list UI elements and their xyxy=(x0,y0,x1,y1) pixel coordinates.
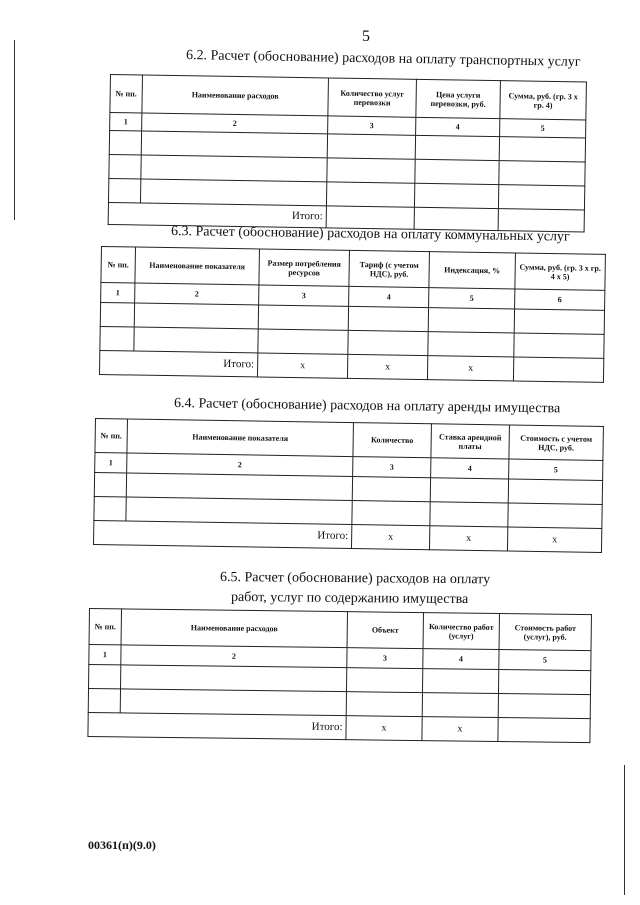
table-cell[interactable] xyxy=(352,501,430,526)
header-cell: Ставка арендной платы xyxy=(431,424,510,459)
column-number: 5 xyxy=(499,650,591,671)
section-6-4-title: 6.4. Расчет (обоснование) расходов на оплату аренды имущества xyxy=(173,396,561,417)
table-cell[interactable] xyxy=(89,665,121,689)
header-cell: Цена услуги перевозки, руб. xyxy=(416,79,501,118)
table-cell[interactable] xyxy=(430,502,508,527)
section-6-2-title: 6.2. Расчет (обоснование) расходов на оплату транспортных услуг xyxy=(185,48,581,70)
header-row xyxy=(89,609,591,651)
table-cell[interactable] xyxy=(258,305,348,330)
table-cell[interactable] xyxy=(88,689,120,713)
header-cell: Стоимость с учетом НДС, руб. xyxy=(509,425,604,460)
table-cell[interactable] xyxy=(352,477,430,502)
property-rent-table xyxy=(93,418,604,553)
column-number: 4 xyxy=(423,649,499,670)
column-number: 1 xyxy=(95,453,127,474)
column-number: 3 xyxy=(328,116,416,135)
table-cell[interactable] xyxy=(134,303,258,329)
table-cell[interactable] xyxy=(126,497,352,525)
column-number: 4 xyxy=(431,458,509,479)
column-number: 6 xyxy=(515,289,605,310)
header-cell: № пп. xyxy=(95,419,128,453)
column-number: 2 xyxy=(135,283,259,305)
table-cell[interactable] xyxy=(346,692,422,717)
header-cell: Сумма, руб. (гр. 3 x гр. 4) xyxy=(500,81,587,120)
total-row xyxy=(88,712,590,742)
table-cell[interactable] xyxy=(327,158,415,183)
column-number: 4 xyxy=(416,117,500,136)
table-cell[interactable] xyxy=(428,332,514,357)
table-cell[interactable] xyxy=(141,155,327,182)
x-mark: x xyxy=(427,356,513,381)
table-cell[interactable] xyxy=(109,154,141,178)
table-cell[interactable] xyxy=(508,479,602,504)
total-label: Итого: xyxy=(94,520,352,548)
property-maintenance-table xyxy=(87,608,592,743)
table-cell[interactable] xyxy=(126,473,352,501)
column-number: 5 xyxy=(429,288,515,309)
table-cell[interactable] xyxy=(415,159,499,184)
x-mark: x xyxy=(351,525,429,550)
column-number: 3 xyxy=(347,648,423,669)
header-cell: Наименование расходов xyxy=(142,75,329,116)
table-cell[interactable] xyxy=(140,179,326,206)
header-cell: Объект xyxy=(347,612,423,649)
column-number: 2 xyxy=(127,453,353,477)
header-cell: Тариф (с учетом НДС), руб. xyxy=(349,250,430,287)
table-cell[interactable] xyxy=(346,668,422,693)
column-number: 1 xyxy=(110,113,142,132)
table-cell[interactable] xyxy=(414,183,498,208)
header-cell: Количество xyxy=(353,423,432,458)
table-cell[interactable] xyxy=(513,357,603,382)
table-cell[interactable] xyxy=(499,161,585,186)
total-label: Итого: xyxy=(108,202,326,227)
table-cell[interactable] xyxy=(514,309,604,334)
column-number: 1 xyxy=(89,645,121,665)
x-mark: x xyxy=(422,717,498,742)
table-cell[interactable] xyxy=(100,326,134,351)
x-mark: x xyxy=(507,527,601,552)
table-cell[interactable] xyxy=(498,185,584,210)
section-6-3-title: 6.3. Расчет (обоснование) расходов на оплату коммунальных услуг xyxy=(170,224,570,245)
table-cell[interactable] xyxy=(508,503,602,528)
table-cell[interactable] xyxy=(258,329,348,354)
table-cell[interactable] xyxy=(415,135,499,160)
column-number: 2 xyxy=(142,113,328,134)
column-number: 5 xyxy=(500,119,586,138)
table-cell[interactable] xyxy=(327,134,415,159)
header-cell: № пп. xyxy=(89,609,121,645)
header-cell: Стоимость работ (услуг), руб. xyxy=(499,614,591,651)
table-cell[interactable] xyxy=(428,308,514,333)
scan-edge-right xyxy=(624,765,625,895)
header-cell: Наименование показателя xyxy=(135,247,260,285)
header-cell: Наименование показателя xyxy=(127,419,354,457)
section-6-5-title-line2: работ, услуг по содержанию имущества xyxy=(230,590,469,608)
total-label: Итого: xyxy=(88,712,346,739)
table-cell[interactable] xyxy=(94,496,126,520)
table-cell[interactable] xyxy=(348,330,428,355)
header-cell: Наименование расходов xyxy=(121,609,347,648)
scan-edge-left xyxy=(14,40,15,220)
table-cell[interactable] xyxy=(120,689,346,716)
header-cell: Количество услуг перевозки xyxy=(328,78,417,117)
transport-services-table xyxy=(108,74,587,232)
column-number: 5 xyxy=(509,459,603,480)
table-cell[interactable] xyxy=(94,473,126,497)
page-number: 5 xyxy=(362,28,370,45)
column-number: 4 xyxy=(349,286,429,307)
table-cell[interactable] xyxy=(326,182,414,207)
header-cell: № пп. xyxy=(110,75,143,113)
table-cell[interactable] xyxy=(134,327,258,353)
section-6-5-title-line1: 6.5. Расчет (обоснование) расходов на оплату xyxy=(219,570,491,588)
column-number: 3 xyxy=(353,457,431,478)
x-mark: x xyxy=(257,353,347,378)
header-cell: Размер потребления ресурсов xyxy=(259,249,350,286)
table-cell[interactable] xyxy=(108,178,140,202)
table-cell[interactable] xyxy=(499,137,585,162)
column-number: 1 xyxy=(101,283,135,304)
table-cell[interactable] xyxy=(121,665,347,692)
table-cell[interactable] xyxy=(498,718,590,743)
header-cell: Индексация, % xyxy=(429,252,516,289)
table-cell[interactable] xyxy=(141,131,327,158)
x-mark: x xyxy=(346,716,422,741)
table-cell[interactable] xyxy=(348,306,428,331)
x-mark: x xyxy=(347,354,427,379)
x-mark: x xyxy=(429,526,507,551)
column-number: 3 xyxy=(259,285,349,306)
table-cell[interactable] xyxy=(109,131,141,155)
table-cell[interactable] xyxy=(498,694,590,719)
form-code: 00361(п)(9.0) xyxy=(88,838,156,852)
total-label: Итого: xyxy=(99,350,257,376)
header-cell: № пп. xyxy=(101,247,136,284)
header-cell: Количество работ (услуг) xyxy=(423,613,499,650)
table-cell[interactable] xyxy=(514,333,604,358)
table-cell[interactable] xyxy=(422,669,498,694)
table-cell[interactable] xyxy=(100,303,134,328)
table-cell[interactable] xyxy=(422,693,498,718)
column-number: 2 xyxy=(121,645,347,668)
utility-services-table xyxy=(99,246,606,383)
table-cell[interactable] xyxy=(430,478,508,503)
table-cell[interactable] xyxy=(498,670,590,695)
header-cell: Сумма, руб. (гр. 3 x гр. 4 x 5) xyxy=(515,253,606,290)
